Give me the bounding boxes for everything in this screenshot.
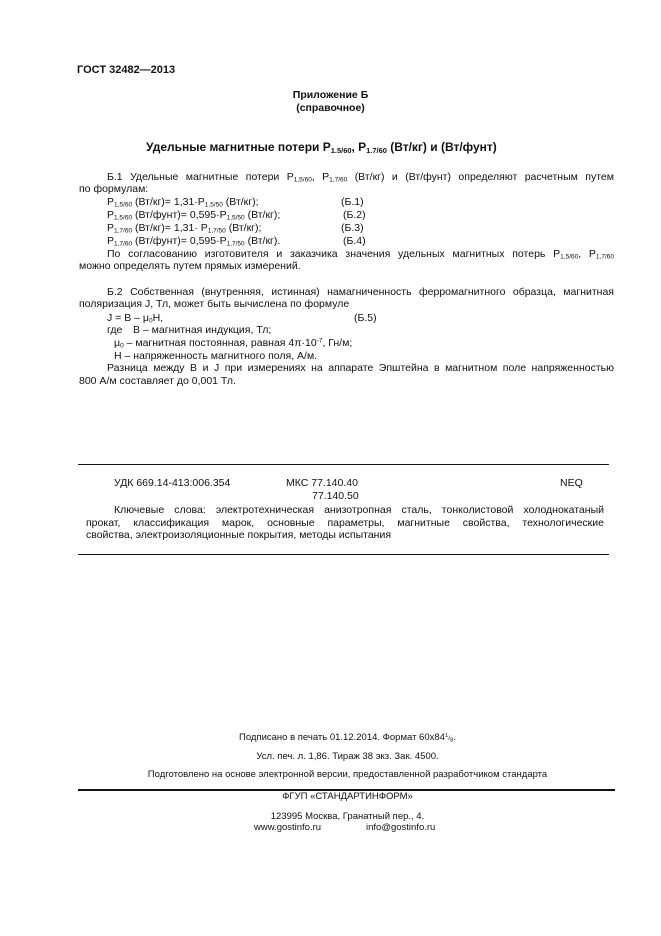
keywords-line3: свойства, электроизоляционные покрытия, методы испытания bbox=[86, 529, 392, 541]
appendix-type: (справочное) bbox=[296, 102, 365, 114]
b2-difference-line1: Разница между B и J при измерениях на аппарате Эпштейна в магнитном поле напряженностью bbox=[107, 362, 614, 374]
formula-b3: $P_{1,7/60}$ $(Вт/кг)= 1,31\cdot P_{1,7/50}$ (Вт/кг); bbox=[107, 222, 262, 235]
divider-top bbox=[78, 464, 609, 465]
b1-line2: по формулам: bbox=[79, 183, 149, 195]
b1-agreement-line1: По согласованию изготовителя и заказчика значения удельных магнитных потерь $P_{1,5/60}$, $P_{1,7/60}$ bbox=[107, 248, 614, 261]
print-details: Усл. печ. л. 1,86. Тираж 38 экз. Зак. 4500. bbox=[256, 751, 439, 762]
publisher-address: 123995 Москва, Гранатный пер., 4. bbox=[270, 811, 425, 822]
prepared-note: Подготовлено на основе электронной версии, предоставленной разработчиком стандарта bbox=[147, 769, 548, 780]
definition-mu0: $\mu_0$ – магнитная постоянная, равная $4\pi\cdot 10^{-7}$, Гн/м; bbox=[114, 337, 353, 350]
b2-line1: Б.2 Собственная (внутренняя, истинная) намагниченность ферромагнитного образца, магнитная bbox=[107, 286, 614, 298]
mks-code-1: МКС 77.140.40 bbox=[286, 477, 358, 489]
formula-number: (Б.1) bbox=[341, 196, 364, 208]
definition-b: B – магнитная индукция, Тл; bbox=[133, 324, 272, 336]
formula-b4: $P_{1,7/60}$ (Вт/фунт)= $0,595\cdot P_{1,7/50}$ (Вт/кг). bbox=[107, 235, 281, 248]
standard-number: ГОСТ 32482—2013 bbox=[77, 64, 176, 76]
formula-number: (Б.2) bbox=[343, 209, 366, 221]
publisher-email[interactable]: info@gostinfo.ru bbox=[366, 822, 436, 833]
where-label: где bbox=[107, 324, 123, 336]
neq-label: NEQ bbox=[560, 477, 583, 489]
section-title: Удельные магнитные потери $P_{1.5/60}$, $P_{1.7/60}$ (Вт/кг) и (Вт/фунт) bbox=[146, 140, 497, 155]
b1-agreement-line2: можно определять путем прямых измерений. bbox=[79, 260, 301, 272]
formula-number: (Б.4) bbox=[343, 235, 366, 247]
formula-b5: $J = B - \mu_0H$, bbox=[107, 312, 164, 325]
formula-b2: $P_{1,5/60}$ (Вт/фунт)= $0,595\cdot P_{1,5/50}$ (Вт/кг); bbox=[107, 209, 281, 222]
formula-number: (Б.5) bbox=[354, 312, 377, 324]
signed-for-print: Подписано в печать 01.12.2014. Формат $60x84^1/_8$. bbox=[238, 732, 457, 744]
b2-difference-line2: 800 А/м составляет до 0,001 Тл. bbox=[79, 375, 236, 387]
definition-h: H – напряженность магнитного поля, А/м. bbox=[114, 350, 318, 362]
formula-b1: $P_{1,5/60}$ $(Вт/кг)= 1,31\cdot P_{1,5/50}$ (Вт/кг); bbox=[107, 196, 259, 209]
keywords-line1: Ключевые слова: электротехническая анизотропная сталь, тонколистовой холоднокатаный bbox=[114, 504, 604, 516]
formula-number: (Б.3) bbox=[341, 222, 364, 234]
udk-code: УДК 669.14-413:006.354 bbox=[114, 477, 231, 489]
appendix-title: Приложение Б bbox=[292, 89, 369, 101]
publisher-name: ФГУП «СТАНДАРТИНФОРМ» bbox=[282, 791, 413, 802]
mks-code-2: 77.140.50 bbox=[312, 490, 359, 502]
keywords-line2: прокат, классификация марок, основные параметры, магнитные свойства, технологические bbox=[86, 517, 604, 529]
b1-line1: Б.1 Удельные магнитные потери $P_{1,5/60}$, $P_{1,7/60}$ (Вт/кг) и (Вт/фунт) определяют расчетным путем bbox=[107, 171, 614, 184]
b2-line2: поляризация J, Тл, может быть вычислена по формуле bbox=[79, 298, 350, 310]
divider-bottom bbox=[78, 554, 609, 555]
publisher-website[interactable]: www.gostinfo.ru bbox=[254, 822, 322, 833]
